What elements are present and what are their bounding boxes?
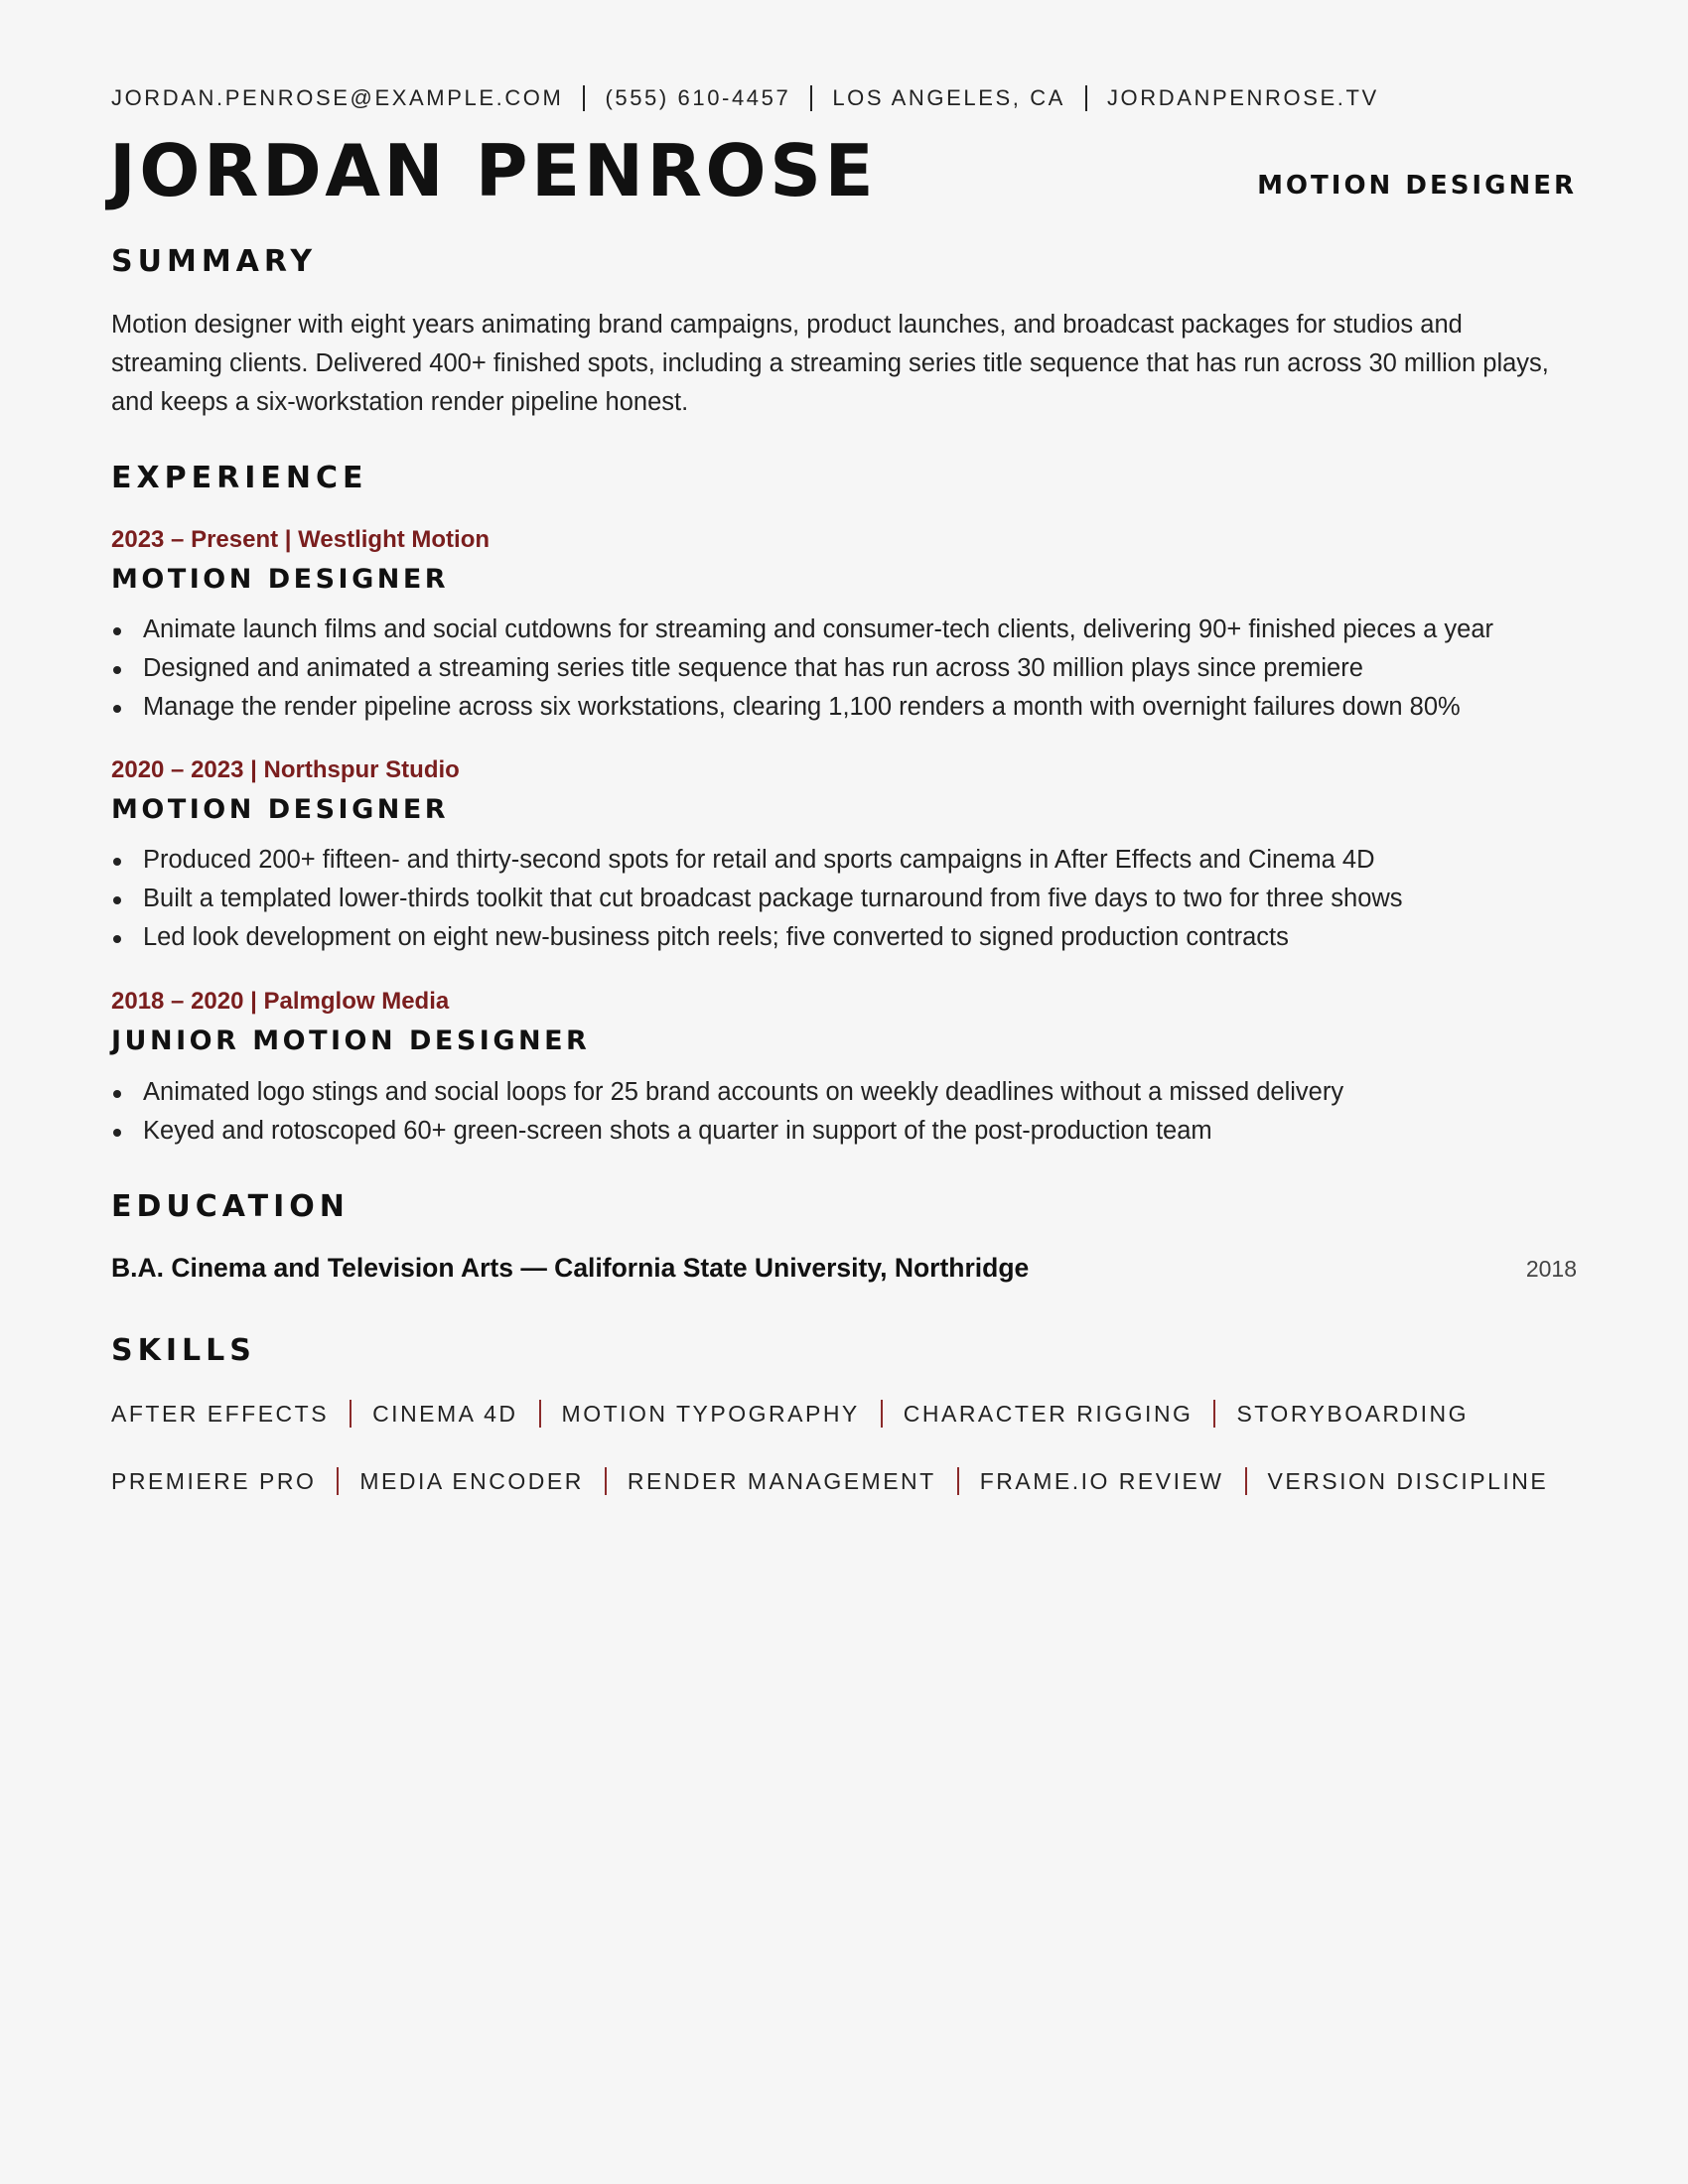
skills-row [111,1467,1548,1495]
list-item: Animated logo stings and social loops for 25 brand accounts on weekly deadlines without a missed delivery [111,1073,1591,1112]
list-item: Produced 200+ fifteen- and thirty-second spots for retail and sports campaigns in After Effects and Cinema 4D [111,841,1591,880]
job-meta: 2018 – 2020 | Palmglow Media [111,988,450,1015]
divider [583,85,585,111]
skill-tag: RENDER MANAGEMENT [627,1467,936,1494]
job-meta: 2020 – 2023 | Northspur Studio [111,756,460,783]
divider [881,1400,883,1428]
job-bullets [111,1073,1591,1151]
skills-row [111,1400,1469,1428]
contact-website: JORDANPENROSE.TV [1106,85,1379,110]
divider [337,1467,339,1495]
divider [810,85,812,111]
candidate-name: JORDAN PENROSE [109,129,878,212]
skill-tag: VERSION DISCIPLINE [1267,1467,1549,1494]
list-item: Manage the render pipeline across six workstations, clearing 1,100 renders a month with overnight failures down 80% [111,688,1591,727]
skill-tag: STORYBOARDING [1236,1400,1470,1427]
summary-heading: SUMMARY [111,244,318,279]
list-item: Keyed and rotoscoped 60+ green-screen shots a quarter in support of the post-production team [111,1112,1591,1151]
divider [1213,1400,1215,1428]
candidate-role: MOTION DESIGNER [1257,171,1577,201]
experience-heading: EXPERIENCE [111,461,368,495]
job-bullets [111,611,1591,727]
skills-heading: SKILLS [111,1333,256,1368]
skill-tag: AFTER EFFECTS [111,1400,330,1427]
list-item: Animate launch films and social cutdowns for streaming and consumer-tech clients, delivering 90+ finished pieces a year [111,611,1591,649]
contact-location: LOS ANGELES, CA [832,85,1065,110]
job-title: MOTION DESIGNER [111,564,450,595]
skill-tag: MEDIA ENCODER [359,1467,584,1494]
education-entry [111,1253,1577,1284]
job-title: JUNIOR MOTION DESIGNER [111,1025,591,1056]
divider [539,1400,541,1428]
summary-text: Motion designer with eight years animating brand campaigns, product launches, and broadcast packages for studios and streaming clients. Delivered 400+ finished spots, including a streaming series title sequence that has run across 30 million plays, and keeps a six-workstation render pipeline honest. [111,311,1549,416]
skill-tag: CHARACTER RIGGING [903,1400,1194,1427]
divider [957,1467,959,1495]
education-heading: EDUCATION [111,1189,350,1224]
list-item: Built a templated lower-thirds toolkit that cut broadcast package turnaround from five days to two for three shows [111,880,1591,918]
divider [1085,85,1087,111]
divider [350,1400,352,1428]
skill-tag: FRAME.IO REVIEW [979,1467,1224,1494]
contact-line [111,85,1379,111]
list-item: Designed and animated a streaming series title sequence that has run across 30 million plays since premiere [111,649,1591,688]
contact-phone: (555) 610-4457 [605,85,791,110]
education-year: 2018 [1525,1256,1577,1282]
skill-tag: CINEMA 4D [372,1400,518,1427]
job-title: MOTION DESIGNER [111,794,450,825]
skill-tag: MOTION TYPOGRAPHY [561,1400,860,1427]
job-bullets [111,841,1591,957]
contact-email: JORDAN.PENROSE@EXAMPLE.COM [111,85,564,110]
education-degree: B.A. Cinema and Television Arts — California State University, Northridge [111,1253,1030,1283]
job-meta: 2023 – Present | Westlight Motion [111,526,491,553]
skill-tag: PREMIERE PRO [111,1467,317,1494]
list-item: Led look development on eight new-business pitch reels; five converted to signed production contracts [111,918,1591,957]
divider [605,1467,607,1495]
divider [1245,1467,1247,1495]
